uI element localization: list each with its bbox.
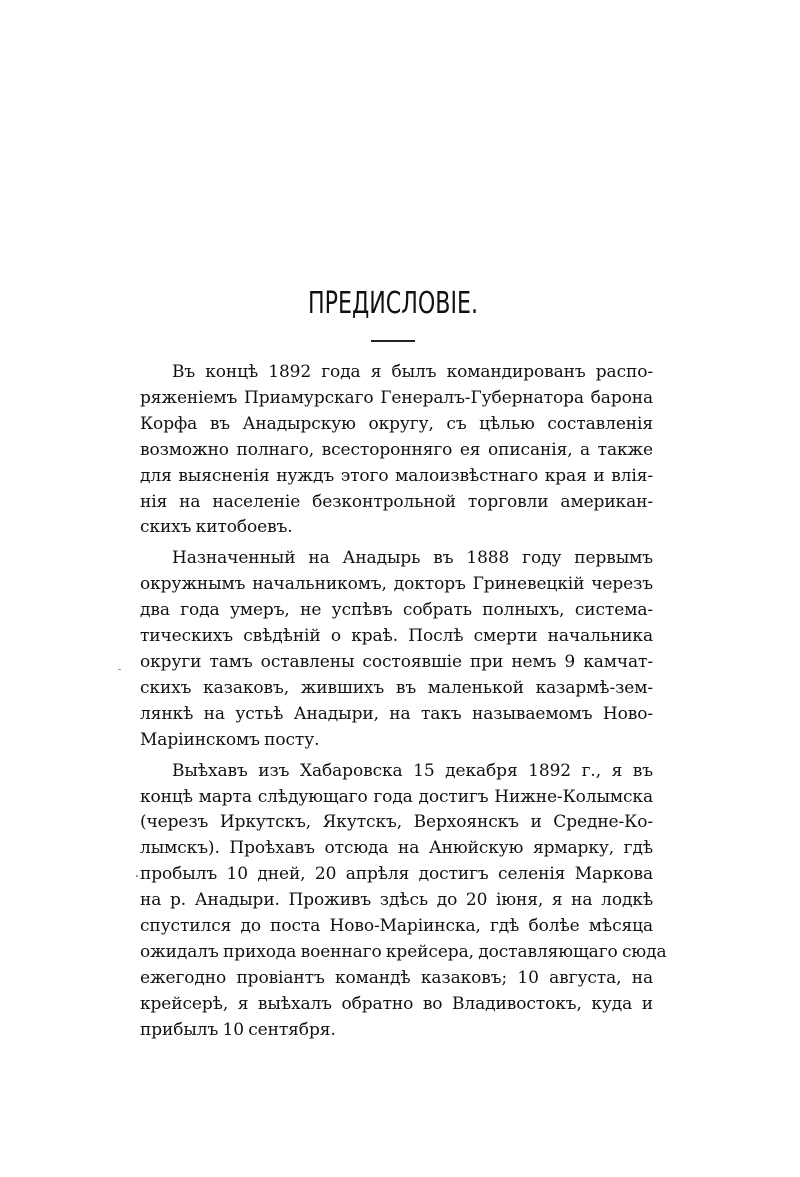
- text-line: окружнымъ начальникомъ, докторъ Гриневецкій черезъ: [140, 574, 653, 595]
- text-line: скихъ китобоевъ.: [140, 517, 293, 538]
- text-line: Назначенный на Анадырь въ 1888 году первымъ: [172, 548, 653, 569]
- text-line: округи тамъ оставлены состоявшіе при немъ 9 камчат-: [140, 651, 653, 672]
- paragraph-2: [140, 546, 653, 753]
- text-line: пробылъ 10 дней, 20 апрѣля достигъ селенія Маркова: [140, 864, 653, 885]
- text-line: (черезъ Иркутскъ, Якутскъ, Верхоянскъ и Средне-Ко-: [140, 812, 653, 833]
- scan-speck: [136, 875, 138, 877]
- text-line: спустился до поста Ново-Маріинска, гдѣ болѣе мѣсяца: [140, 916, 653, 937]
- text-line: тическихъ свѣдѣній о краѣ. Послѣ смерти начальника: [140, 626, 653, 647]
- text-line: Въ концѣ 1892 года я былъ командированъ распо-: [172, 362, 653, 382]
- text-line: ожидалъ прихода военнаго крейсера, доставляющаго сюда: [140, 941, 667, 962]
- text-line: нія на населеніе безконтрольной торговли американ-: [140, 491, 653, 512]
- text-line: концѣ марта слѣдующаго года достигъ Нижне-Колымска: [140, 786, 653, 807]
- text-line: крейсерѣ, я выѣхалъ обратно во Владивостокъ, куда и: [140, 993, 653, 1014]
- text-line: ряженіемъ Приамурскаго Генералъ-Губернатора барона: [140, 387, 653, 408]
- text-line: Выѣхавъ изъ Хабаровска 15 декабря 1892 г., я въ: [172, 760, 653, 781]
- body-text: [140, 360, 667, 1049]
- paragraph-1: [140, 360, 653, 541]
- text-line: на р. Анадыри. Проживъ здѣсь до 20 іюня, я на лодкѣ: [140, 890, 653, 911]
- text-line: два года умеръ, не успѣвъ собрать полныхъ, система-: [140, 600, 653, 621]
- text-line: возможно полнаго, всесторонняго ея описанія, а также: [140, 439, 653, 460]
- text-line: прибылъ 10 сентября.: [140, 1019, 336, 1040]
- title-divider: [371, 340, 415, 342]
- text-line: для выясненія нуждъ этого малоизвѣстнаго края и влія-: [140, 465, 653, 486]
- scan-speck: [118, 669, 121, 670]
- text-line: скихъ казаковъ, жившихъ въ маленькой казармѣ-зем-: [140, 677, 653, 698]
- text-line: ежегодно провіантъ командѣ казаковъ; 10 августа, на: [140, 967, 653, 988]
- paragraph-3: [140, 759, 667, 1044]
- text-line: лымскъ). Проѣхавъ отсюда на Анюйскую ярмарку, гдѣ: [140, 838, 653, 859]
- page-title: ПРЕДИСЛОВІЕ.: [307, 286, 479, 321]
- text-line: Корфа въ Анадырскую округу, съ цѣлью составленія: [140, 413, 653, 434]
- text-line: Маріинскомъ посту.: [140, 729, 320, 750]
- text-line: лянкѣ на устьѣ Анадыри, на такъ называемомъ Ново-: [140, 703, 653, 724]
